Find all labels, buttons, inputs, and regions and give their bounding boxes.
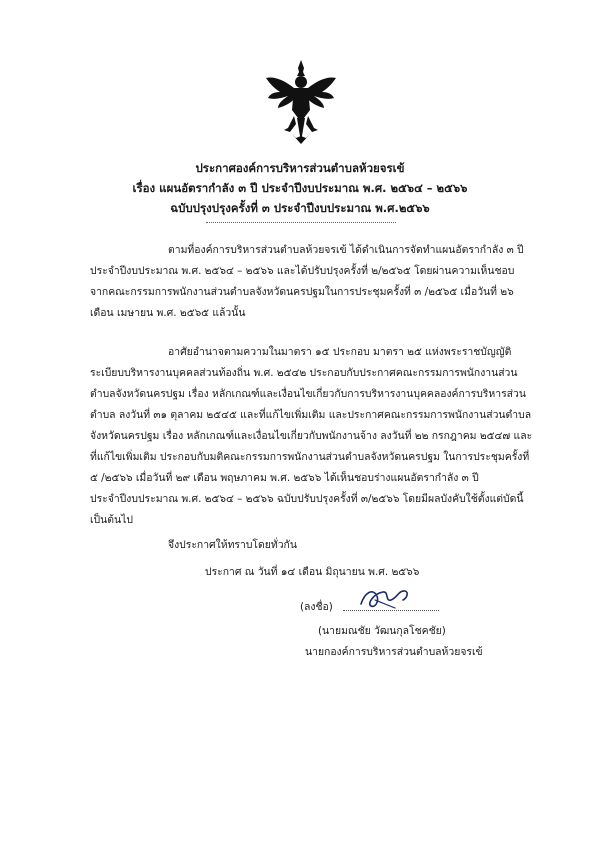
signature-label: (ลงชื่อ) — [300, 601, 333, 613]
document-title: ประกาศองค์การบริหารส่วนตำบลห้วยจรเข้ — [195, 161, 405, 175]
paragraph-2-line: ๕ /๒๕๖๖ เมื่อวันที่ ๒๙ เดือน พฤษภาคม พ.ศ. ๒๕๖๖ ได้เห็นชอบร่างแผนอัตรากำลัง ๓ ปี — [90, 472, 479, 484]
garuda-emblem-icon — [264, 58, 338, 146]
paragraph-2-line: จังหวัดนครปฐม เรื่อง หลักเกณฑ์และเงื่อนไขเกี่ยวกับพนักงานจ้าง ลงวันที่ ๒๒ กรกฎาคม ๒๕๔๗ และ — [90, 430, 533, 442]
paragraph-2-line: ประจำปีงบประมาณ พ.ศ. ๒๕๖๔ – ๒๕๖๖ ฉบับปรับปรุงครั้งที่ ๓/๒๕๖๖ โดยมีผลบังคับใช้ตั้งแต่บัดนี้ — [90, 493, 524, 505]
paragraph-2-line: ตำบล ลงวันที่ ๓๑ ตุลาคม ๒๕๔๕ และที่แก้ไขเพิ่มเติม และประกาศคณะกรรมการพนักงานส่วนตำบล — [90, 409, 532, 421]
handwritten-signature-icon — [355, 582, 415, 614]
signer-name: (นายมณชัย วัฒนกุลโชคชัย) — [318, 625, 446, 637]
paragraph-1-line: จากคณะกรรมการพนักงานส่วนตำบลจังหวัดนครปฐมในการประชุมครั้งที่ ๓ /๒๕๖๕ เมื่อวันที่ ๒๖ — [90, 286, 514, 298]
paragraph-2-line: อาศัยอำนาจตามความในมาตรา ๑๕ ประกอบ มาตรา ๒๕ แห่งพระราชบัญญัติ — [168, 346, 512, 358]
signer-position: นายกองค์การบริหารส่วนตำบลห้วยจรเข้ — [305, 646, 483, 658]
paragraph-2-line: ที่แก้ไขเพิ่มเติม ประกอบกับมติคณะกรรมการพนักงานส่วนตำบลจังหวัดนครปฐม ในการประชุมครั้งที่ — [90, 451, 530, 463]
announcement-line: จึงประกาศให้ทราบโดยทั่วกัน — [168, 539, 297, 551]
paragraph-2-line: ระเบียบบริหารงานบุคคลส่วนท้องถิ่น พ.ศ. ๒๕๔๒ ประกอบกับประกาศคณะกรรมการพนักงานส่วน — [90, 367, 518, 379]
document-subject: เรื่อง แผนอัตรากำลัง ๓ ปี ประจำปีงบประมาณ พ.ศ. ๒๕๖๔ – ๒๕๖๖ — [132, 181, 468, 195]
document-revision: ฉบับปรุงปรุงครั้งที่ ๓ ประจำปีงบประมาณ พ.ศ.๒๕๖๖ — [170, 201, 430, 215]
paragraph-1-line: ตามที่องค์การบริหารส่วนตำบลห้วยจรเข้ ได้ดำเนินการจัดทำแผนอัตรากำลัง ๓ ปี — [168, 244, 524, 256]
paragraph-2-line: ตำบลจังหวัดนครปฐม เรื่อง หลักเกณฑ์และเงื่อนไขเกี่ยวกับการบริหารงานบุคคลองค์การบริหารส่วน — [90, 388, 526, 400]
paragraph-1-line: ประจำปีงบประมาณ พ.ศ. ๒๕๖๔ – ๒๕๖๖ และได้ปรับปรุงครั้งที่ ๒/๒๕๖๕ โดยผ่านความเห็นชอบ — [90, 265, 515, 277]
paragraph-2-line: เป็นต้นไป — [90, 514, 133, 526]
date-line: ประกาศ ณ วันที่ ๑๔ เดือน มิถุนายน พ.ศ. ๒๕๖๖ — [205, 566, 420, 578]
title-divider — [206, 222, 396, 223]
paragraph-1-line: เดือน เมษายน พ.ศ. ๒๕๖๕ แล้วนั้น — [90, 307, 246, 319]
